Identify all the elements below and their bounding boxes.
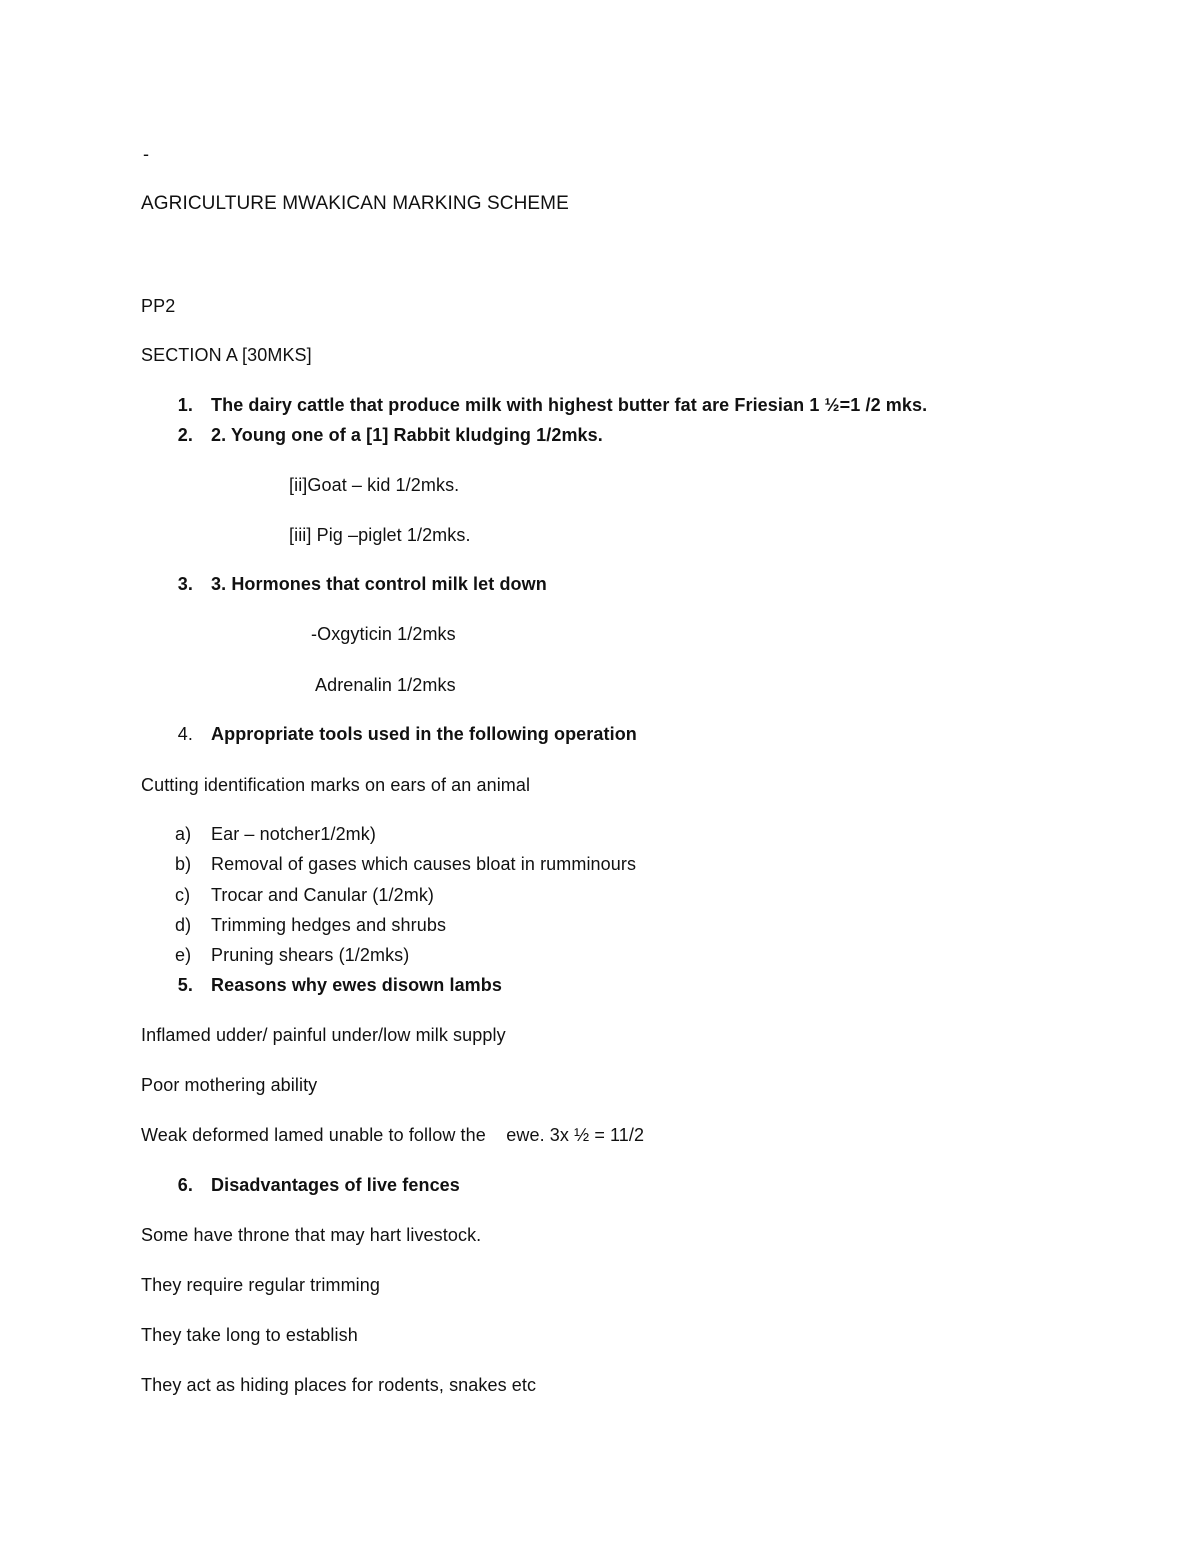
list-text: Ear – notcher1/2mk) xyxy=(211,824,376,844)
question-text: 3. Hormones that control milk let down xyxy=(211,574,547,594)
list-marker: b) xyxy=(175,854,192,874)
answer-line: -Oxgyticin 1/2mks xyxy=(311,624,456,644)
paper-label: PP2 xyxy=(141,296,176,316)
answer-line: They act as hiding places for rodents, snakes etc xyxy=(141,1375,537,1395)
list-text: Pruning shears (1/2mks) xyxy=(211,945,410,965)
list-marker: a) xyxy=(175,824,192,844)
question-text: 2. Young one of a [1] Rabbit kludging 1/2mks. xyxy=(211,425,603,445)
answer-line: Inflamed udder/ painful under/low milk supply xyxy=(141,1025,506,1045)
list-text: Trocar and Canular (1/2mk) xyxy=(211,885,435,905)
question-number: 2. xyxy=(177,425,193,445)
question-number: 3. xyxy=(177,574,193,594)
question-text: Disadvantages of live fences xyxy=(211,1175,460,1195)
question-intro: Cutting identification marks on ears of an animal xyxy=(141,775,531,795)
answer-line: They take long to establish xyxy=(141,1325,358,1345)
question-text: The dairy cattle that produce milk with highest butter fat are Friesian 1 ½=1 /2 mks. xyxy=(211,395,928,415)
question-number: 1. xyxy=(177,395,193,415)
question-text: Appropriate tools used in the following operation xyxy=(211,724,637,744)
list-marker: d) xyxy=(175,915,192,935)
list-text: Trimming hedges and shrubs xyxy=(211,915,447,935)
answer-line: Poor mothering ability xyxy=(141,1075,318,1095)
list-marker: e) xyxy=(175,945,192,965)
answer-line: [ii]Goat – kid 1/2mks. xyxy=(289,475,460,495)
question-number: 5. xyxy=(177,975,193,995)
list-marker: c) xyxy=(175,885,191,905)
answer-line: Adrenalin 1/2mks xyxy=(315,675,456,695)
question-text: Reasons why ewes disown lambs xyxy=(211,975,502,995)
answer-line: [iii] Pig –piglet 1/2mks. xyxy=(289,525,471,545)
list-text: Removal of gases which causes bloat in rumminours xyxy=(211,854,637,874)
question-number: 6. xyxy=(177,1175,193,1195)
answer-line: Weak deformed lamed unable to follow the ewe. 3x ½ = 11/2 xyxy=(141,1125,645,1145)
document-title: AGRICULTURE MWAKICAN MARKING SCHEME xyxy=(141,193,569,214)
question-number: 4. xyxy=(177,724,193,744)
answer-line: They require regular trimming xyxy=(141,1275,380,1295)
answer-line: Some have throne that may hart livestock. xyxy=(141,1225,482,1245)
leading-dash: - xyxy=(143,144,150,164)
section-heading: SECTION A [30MKS] xyxy=(141,345,312,365)
